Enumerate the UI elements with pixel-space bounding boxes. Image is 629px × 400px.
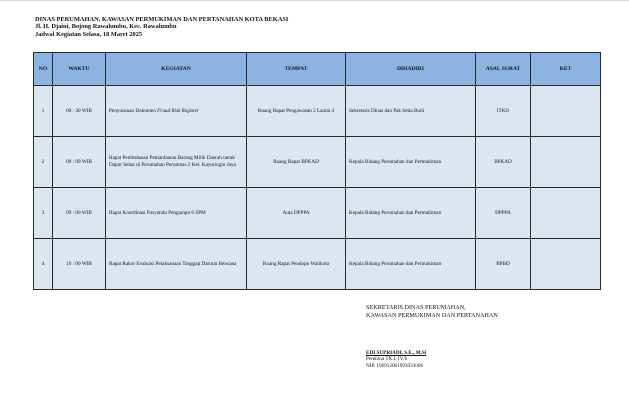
cell-ket — [531, 188, 601, 239]
cell-no: 2 — [34, 137, 53, 188]
signatory-details — [366, 350, 498, 369]
cell-tempat: Ruang Rapat Pendopo Walikota — [247, 239, 346, 290]
schedule-table — [33, 52, 601, 290]
cell-kegiatan — [106, 86, 247, 137]
cell-waktu: 09 : 00 WIB — [53, 188, 106, 239]
signatory-rank: Pembina TK.I, IV/b — [366, 356, 408, 363]
cell-kegiatan: Rapat Koordinasi Posyandu Pengampu 6 SPM — [106, 188, 247, 239]
cell-waktu: 10 : 00 WIB — [53, 239, 106, 290]
col-header-ket: KET — [531, 53, 601, 86]
cell-waktu: 08 : 30 WIB — [53, 86, 106, 137]
cell-no: 4 — [34, 239, 53, 290]
schedule-title: Jadwal Kegiatan Selasa, 18 Maret 2025 — [35, 30, 143, 38]
top-divider — [0, 0, 629, 1]
position-line-1: SEKRETARIS DINAS PERUMAHAN, — [366, 304, 466, 311]
col-header-waktu: WAKTU — [53, 53, 106, 86]
cell-no: 3 — [34, 188, 53, 239]
signatory-position — [366, 304, 498, 320]
signatory-nip: NIP. 196912061993031006 — [366, 362, 424, 369]
cell-asal-surat: DPPPA — [476, 188, 531, 239]
document-header — [35, 16, 288, 38]
cell-asal-surat: BPKAD — [476, 137, 531, 188]
signatory-name: EDI SUPRIADI, S.E., M.Si — [366, 350, 427, 356]
table-row — [34, 188, 601, 239]
col-header-asal-surat: ASAL SURAT — [476, 53, 531, 86]
kegiatan-text: Penyusunan Dokumen — [109, 107, 158, 114]
cell-ket — [531, 137, 601, 188]
cell-waktu: 09 : 00 WIB — [53, 137, 106, 188]
table-row — [34, 137, 601, 188]
table-row — [34, 86, 601, 137]
cell-asal-surat: ITKO — [476, 86, 531, 137]
cell-kegiatan: Rapat Pembahasan Pemanfaatan Barang Milik Daerah untuk Dapur Sehat di Perumahan Perumnas 2 Kel. Kayuringin Jaya — [106, 137, 247, 188]
cell-kegiatan: Rapat Rakor Evaluasi Pelaksanaan Tanggap Darurat Bencana — [106, 239, 247, 290]
table-header-row — [34, 53, 601, 86]
cell-dihadiri: Kepala Bidang Perumahan dan Permukiman — [346, 239, 476, 290]
position-line-2: KAWASAN PERMUKIMAN DAN PERTANAHAN — [366, 312, 498, 319]
cell-ket — [531, 239, 601, 290]
col-header-no: NO — [34, 53, 53, 86]
cell-dihadiri: Sekretaris Dinas dan Pak Setia Budi — [346, 86, 476, 137]
cell-tempat: Ruang Rapat Pengawasan 2 Lantai 4 — [247, 86, 346, 137]
agency-address: Jl. H. Djaini, Bojong Rawalumbu, Kec. Rawalumbu — [35, 23, 177, 31]
col-header-tempat: TEMPAT — [247, 53, 346, 86]
cell-tempat: Aula DPPPA — [247, 188, 346, 239]
agency-name: DINAS PERUMAHAN, KAWASAN PERMUKIMAN DAN PERTANAHAN KOTA BEKASI — [35, 16, 289, 23]
cell-asal-surat: BPBD — [476, 239, 531, 290]
cell-dihadiri: Kepala Bidang Perumahan dan Permukiman — [346, 188, 476, 239]
cell-tempat: Ruang Rapat BPKAD — [247, 137, 346, 188]
kegiatan-italic-text: Fraud Risk Register — [157, 107, 199, 114]
cell-ket — [531, 86, 601, 137]
table-row — [34, 239, 601, 290]
cell-no: 1 — [34, 86, 53, 137]
col-header-kegiatan: KEGIATAN — [106, 53, 247, 86]
col-header-dihadiri: DIHADIRI — [346, 53, 476, 86]
cell-dihadiri: Kepala Bidang Perumahan dan Permukiman — [346, 137, 476, 188]
signature-block — [366, 304, 498, 369]
